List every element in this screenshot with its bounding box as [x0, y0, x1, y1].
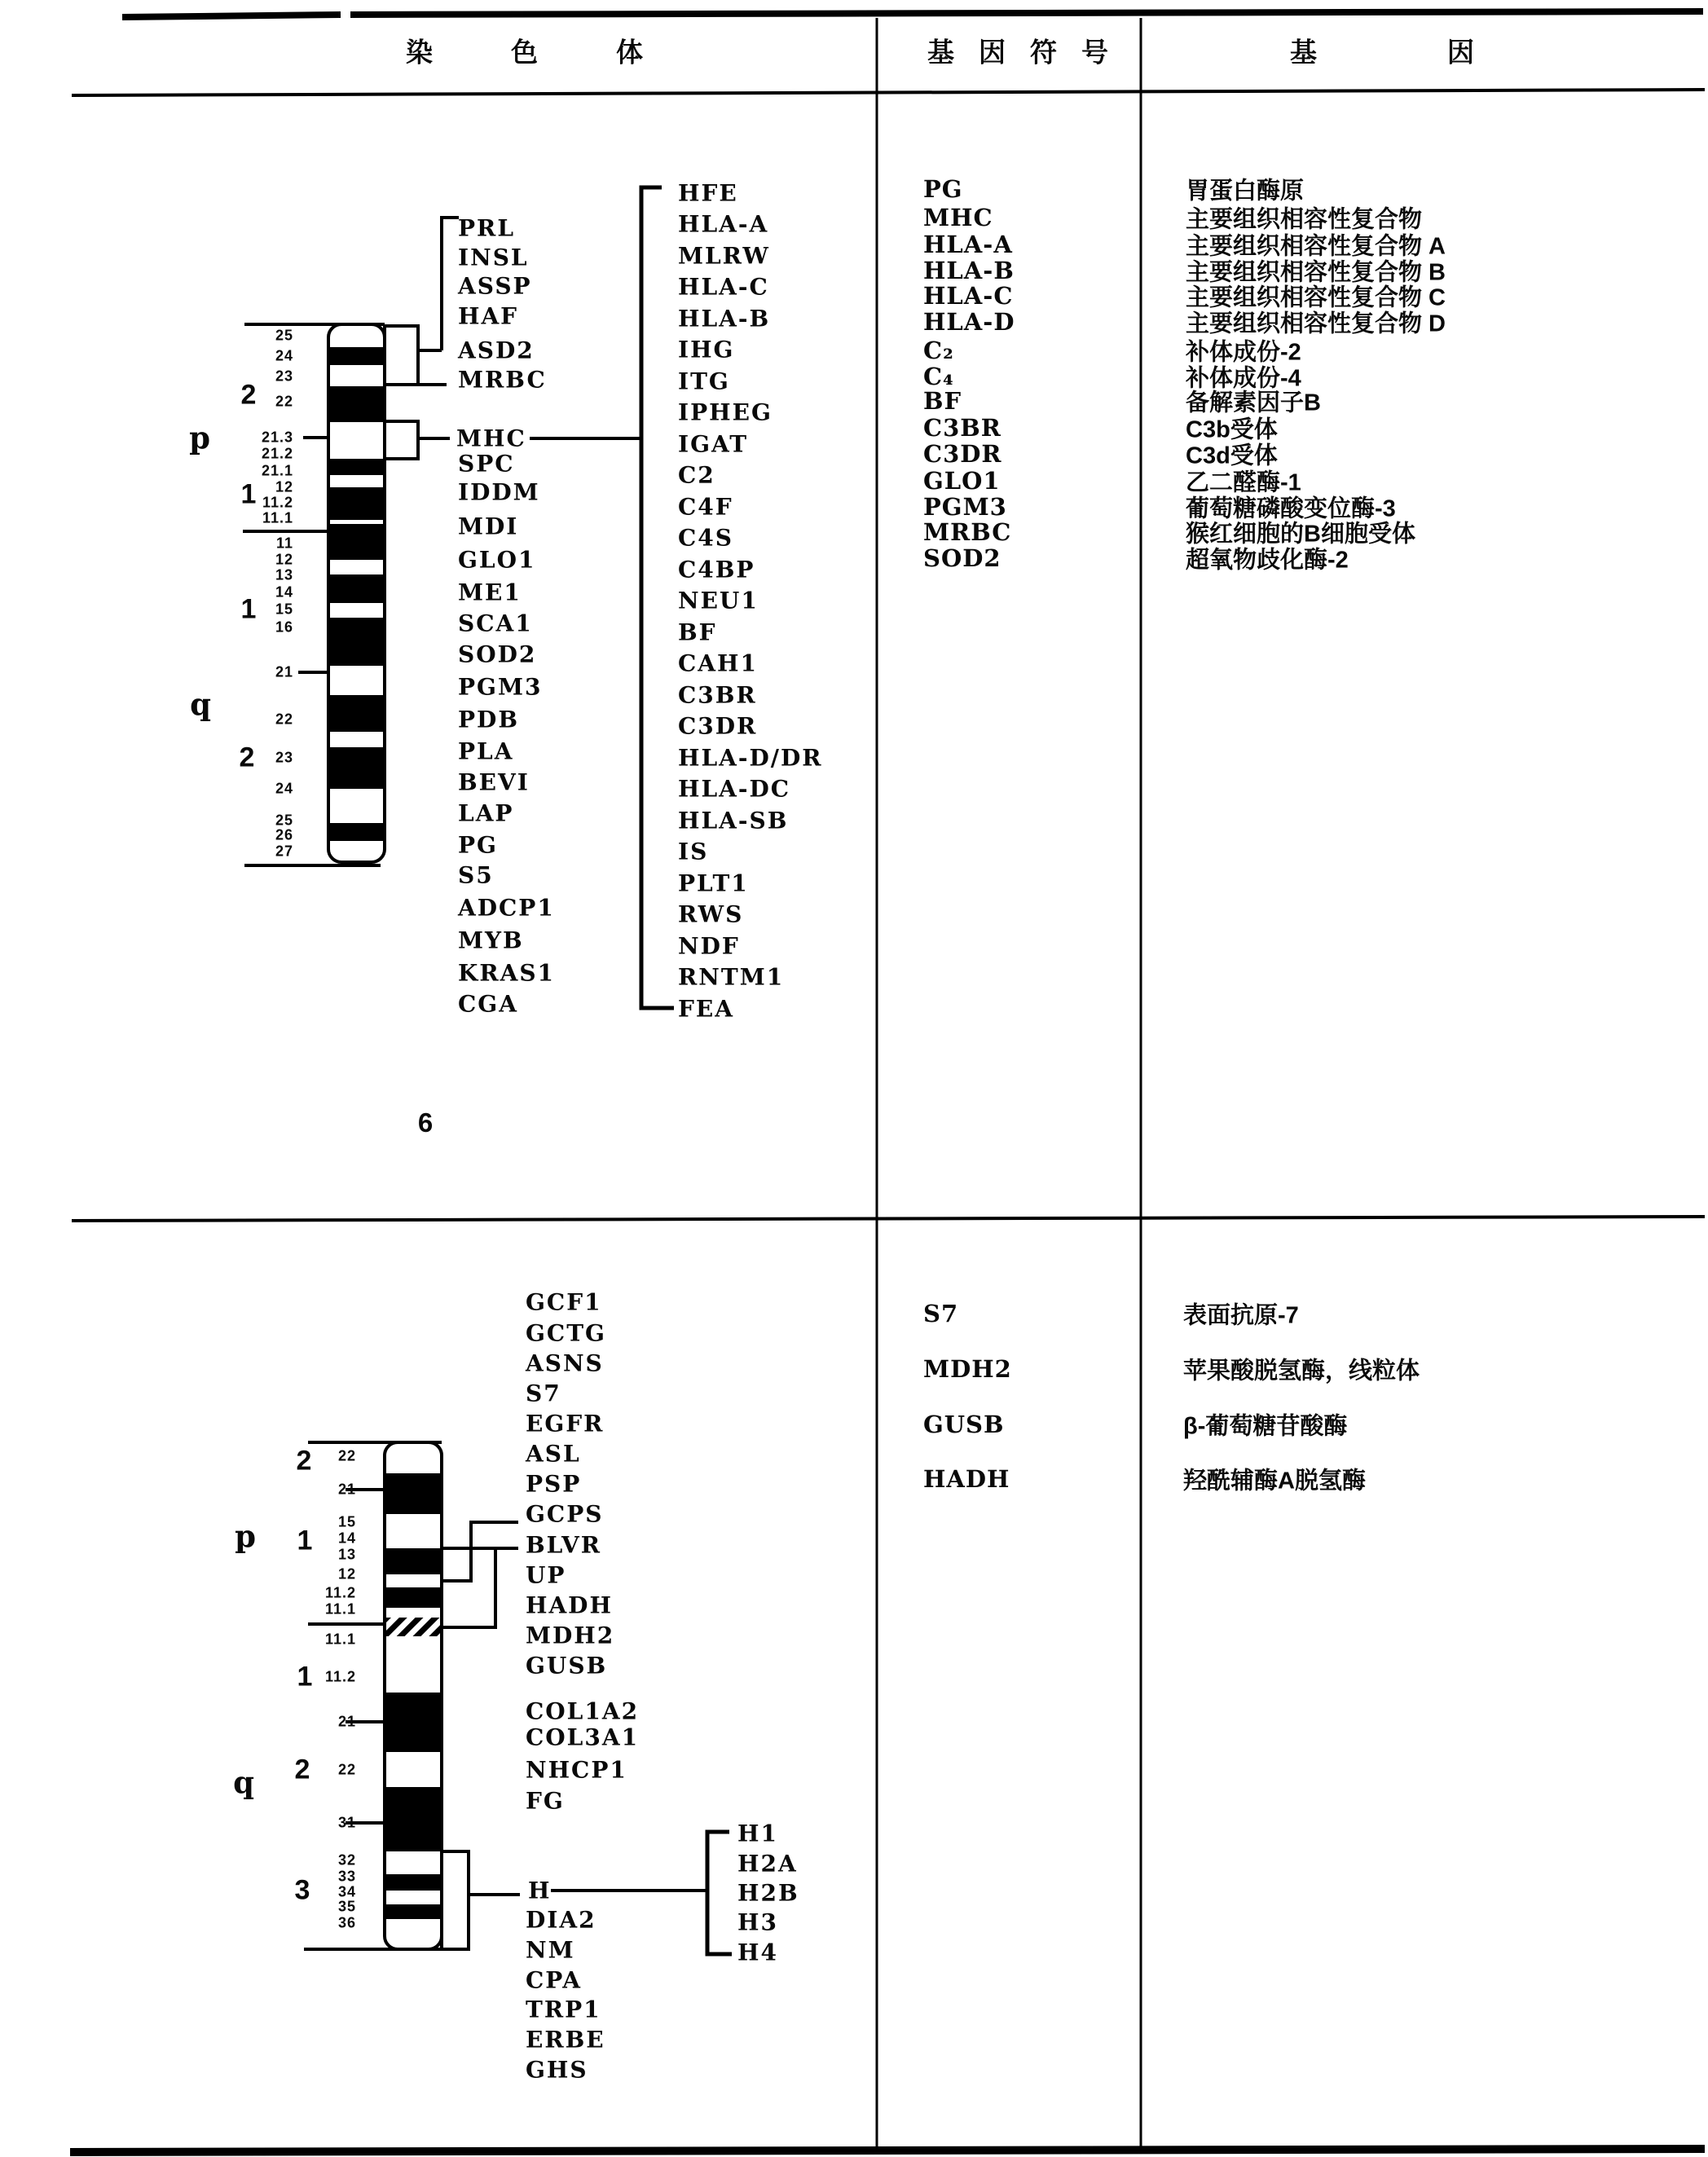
- gene-symbol: C₂: [923, 337, 954, 364]
- chr6-hla-gene-label: NEU1: [678, 587, 759, 614]
- chr6-band-label: 11.2: [262, 494, 293, 511]
- chr7-ideogram: [385, 1442, 442, 1949]
- gene-symbol: MRBC: [923, 518, 1012, 546]
- chr6-hla-gene-label: HLA-B: [678, 305, 771, 332]
- chr6-band-label: 26: [275, 826, 293, 843]
- chr6-hla-gene-label: C2: [678, 461, 715, 489]
- chr6-gene-label: MYB: [458, 927, 524, 954]
- chr6-hla-gene-label: RWS: [678, 900, 744, 928]
- histone-gene-label: H1: [737, 1820, 778, 1847]
- gene-name: 主要组织相容性复合物 B: [1186, 259, 1446, 286]
- chr6-region-label: 1: [240, 478, 257, 510]
- chr6-band-label: 21.2: [261, 445, 293, 462]
- chr7-gene-label: ASL: [526, 1440, 581, 1468]
- gene-symbol: C3BR: [923, 414, 1001, 442]
- chr6-band-label: 12: [275, 478, 293, 495]
- gene-name: 乙二醛酶-1: [1186, 469, 1301, 496]
- chr6-gene-label: GLO1: [458, 546, 536, 574]
- chr6-gene-label: BEVI: [458, 768, 530, 796]
- gene-symbol: MDH2: [923, 1355, 1012, 1383]
- chr6-gene-label: MRBC: [458, 366, 547, 394]
- chr7-gene-label: BLVR: [526, 1531, 602, 1559]
- chr7-gene-label: EGFR: [526, 1410, 605, 1437]
- chr6-band-label: 25: [275, 812, 293, 829]
- chr7-gene-label: GCF1: [526, 1288, 602, 1316]
- gene-name: 表面抗原-7: [1183, 1302, 1299, 1329]
- histone-gene-label: H4: [737, 1939, 778, 1966]
- gene-name: 猴红细胞的B细胞受体: [1186, 521, 1415, 548]
- chr6-hla-gene-label: MLRW: [678, 242, 770, 270]
- gene-name: 胃蛋白酶原: [1186, 178, 1305, 205]
- table-borders: [70, 11, 1705, 2152]
- chr6-hla-gene-label: ITG: [678, 368, 730, 395]
- chr7-band-label: 34: [337, 1883, 356, 1900]
- gene-name: C3b受体: [1186, 416, 1278, 443]
- chr6-hla-gene-label: IPHEG: [678, 398, 773, 426]
- chr6-band-label: 24: [275, 780, 293, 797]
- gene-name: 超氧物歧化酶-2: [1186, 547, 1349, 574]
- chr6-ideogram: [328, 324, 385, 862]
- chr7-band-label: 11.1: [324, 1600, 356, 1618]
- chr7-gene-label: ASNS: [526, 1349, 604, 1377]
- gene-symbol: HLA-D: [923, 308, 1015, 336]
- chr7-band-label: 35: [337, 1898, 356, 1915]
- chr7-band-label: 32: [337, 1851, 356, 1869]
- gene-symbol: HLA-B: [923, 257, 1015, 284]
- chr6-gene-label: SOD2: [458, 640, 537, 668]
- chr7-band-label: 36: [337, 1914, 356, 1931]
- chr6-gene-label: PG: [458, 831, 498, 859]
- chr6-hla-gene-label: IHG: [678, 336, 735, 363]
- chr6-hla-gene-label: IGAT: [678, 430, 749, 458]
- chr6-gene-label: SCA1: [458, 610, 533, 637]
- histone-gene-label: H2B: [737, 1879, 799, 1907]
- chr6-hla-gene-label: C4S: [678, 524, 733, 552]
- chr7-band-label: 15: [337, 1513, 356, 1530]
- chr6-band-label: 23: [275, 368, 293, 385]
- gene-name: 备解素因子B: [1186, 390, 1321, 416]
- chr6-gene-label: MHC: [456, 425, 526, 452]
- chr6-band-label: 15: [275, 601, 293, 618]
- gene-name: 主要组织相容性复合物 D: [1186, 310, 1446, 337]
- chr6-gene-label: ASD2: [458, 337, 535, 364]
- chr6-band-label: 12: [275, 551, 293, 568]
- chr7-gene-label: GCPS: [526, 1500, 604, 1528]
- chr6-gene-label: KRAS1: [458, 959, 556, 987]
- chr6-hla-gene-label: C4F: [678, 493, 733, 521]
- chr6-band-label: 11.1: [262, 509, 293, 526]
- chr6-band-label: 11: [275, 535, 293, 552]
- gene-name: 主要组织相容性复合物 A: [1186, 233, 1446, 260]
- chr6-arm-label: p: [189, 420, 210, 456]
- chr7-gene-label: GCTG: [526, 1319, 606, 1347]
- chr6-band-label: 22: [275, 711, 293, 728]
- chr7-gene-label: FG: [526, 1787, 565, 1815]
- chr6-band-label: 24: [275, 347, 293, 364]
- chr6-hla-gene-label: FEA: [678, 995, 734, 1023]
- chr7-band-label: 22: [337, 1447, 356, 1464]
- chr6-arm-label: q: [190, 686, 211, 722]
- chr6-hla-gene-label: BF: [678, 618, 717, 646]
- chr7-gene-label: DIA2: [526, 1906, 596, 1934]
- chr6-gene-label: S5: [458, 861, 494, 889]
- chr6-hla-gene-label: CAH1: [678, 649, 758, 677]
- chr6-band-label: 13: [275, 566, 293, 583]
- chr7-gene-label: GHS: [526, 2056, 588, 2084]
- chr7-gene-label: GUSB: [526, 1652, 608, 1679]
- chr6-hla-gene-label: HLA-SB: [678, 807, 789, 834]
- chr6-gene-label: IDDM: [458, 478, 540, 506]
- gene-symbol: C3DR: [923, 440, 1002, 468]
- chr6-gene-label: ASSP: [458, 272, 532, 300]
- gene-name: 主要组织相容性复合物 C: [1186, 284, 1446, 311]
- chr6-hla-gene-label: HLA-DC: [678, 775, 791, 803]
- chr6-gene-label: MDI: [458, 513, 519, 540]
- chr6-gene-label: PLA: [458, 737, 514, 765]
- gene-symbol: GLO1: [923, 467, 1001, 495]
- gene-symbol: HLA-A: [923, 231, 1013, 258]
- chr7-band-label: 33: [337, 1868, 356, 1885]
- chr6-band-label: 22: [275, 393, 293, 410]
- chr7-gene-label: PSP: [526, 1470, 582, 1498]
- gene-name: β-葡萄糖苷酸酶: [1183, 1413, 1348, 1440]
- chr7-gene-label: COL3A1: [526, 1723, 640, 1751]
- chr6-gene-label: INSL: [458, 244, 529, 271]
- chr6-gene-label: PGM3: [458, 673, 543, 701]
- chr7-band-label: 31: [337, 1814, 356, 1831]
- gene-symbol: PGM3: [923, 493, 1007, 521]
- chr6-gene-label: SPC: [458, 450, 515, 478]
- chr6-hla-gene-label: HLA-D/DR: [678, 744, 823, 772]
- chr6-gene-label: CGA: [458, 990, 518, 1018]
- chr6-hla-gene-label: IS: [678, 838, 709, 865]
- chr7-arm-label: q: [233, 1764, 254, 1800]
- chr7-band-label: 22: [337, 1761, 356, 1778]
- chr6-band-label: 23: [275, 749, 293, 766]
- chr6-band-label: 14: [275, 583, 293, 601]
- chr7-region-label: 2: [294, 1754, 310, 1785]
- chr7-gene-label: MDH2: [526, 1622, 615, 1649]
- chr7-band-label: 13: [337, 1546, 356, 1563]
- chr7-gene-label: NHCP1: [526, 1756, 627, 1784]
- chr6-gene-label: PDB: [458, 706, 520, 733]
- gene-symbol: GUSB: [923, 1411, 1005, 1438]
- chr6-gene-label: PRL: [458, 214, 516, 242]
- gene-symbol: BF: [923, 387, 962, 415]
- chr7-band-label: 12: [337, 1565, 356, 1583]
- column-header-chromosome: 染色体: [406, 37, 721, 68]
- chr6-hla-gene-label: C4BP: [678, 556, 755, 583]
- chr7-gene-label: TRP1: [526, 1996, 601, 2023]
- chr6-band-label: 21.1: [261, 462, 293, 479]
- chr6-hla-gene-label: NDF: [678, 932, 740, 960]
- chr6-gene-label: ME1: [458, 579, 522, 606]
- column-header-gene: 基因: [1290, 37, 1605, 68]
- chr6-gene-label: HAF: [458, 302, 519, 330]
- chr7-band-label: 14: [337, 1530, 356, 1547]
- chr7-region-label: 3: [294, 1874, 310, 1906]
- chr7-gene-label: HADH: [526, 1591, 613, 1619]
- chr6-band-label: 27: [275, 843, 293, 860]
- chr6-band-label: 21.3: [261, 429, 293, 446]
- chr6-region-label: 2: [239, 742, 255, 773]
- chr7-band-label: 11.2: [324, 1668, 356, 1685]
- histone-gene-label: H2A: [737, 1850, 798, 1877]
- chr7-gene-label: UP: [526, 1561, 566, 1589]
- chr6-hla-gene-label: C3DR: [678, 712, 758, 740]
- gene-name: 葡萄糖磷酸变位酶-3: [1186, 495, 1396, 522]
- chr6-hla-gene-label: RNTM1: [678, 963, 785, 991]
- chr7-connectors: [304, 1442, 732, 1954]
- gene-symbol: C₄: [923, 363, 954, 390]
- chr6-band-label: 16: [275, 618, 293, 636]
- chr6-hla-gene-label: HLA-A: [678, 210, 769, 238]
- chr7-region-label: 1: [297, 1525, 313, 1556]
- gene-name: 主要组织相容性复合物: [1186, 206, 1423, 233]
- column-header-gene-symbol: 基因符号: [927, 37, 1133, 68]
- chr6-gene-label: ADCP1: [458, 894, 555, 922]
- gene-symbol: MHC: [923, 204, 993, 231]
- chr6-number-label: 6: [417, 1107, 434, 1138]
- chr7-region-label: 2: [296, 1445, 312, 1477]
- chr7-gene-label: H: [528, 1877, 552, 1904]
- gene-name: 苹果酸脱氢酶，线粒体: [1183, 1358, 1420, 1384]
- chr7-gene-label: CPA: [526, 1966, 583, 1994]
- chr7-gene-label: NM: [526, 1936, 575, 1964]
- gene-symbol: HADH: [923, 1465, 1010, 1493]
- gene-name: C3d受体: [1186, 442, 1278, 469]
- chr6-hla-gene-label: HLA-C: [678, 273, 769, 301]
- gene-name: 补体成份-2: [1186, 339, 1301, 366]
- histone-gene-label: H3: [737, 1908, 778, 1936]
- chr6-region-label: 1: [240, 593, 257, 625]
- gene-symbol: PG: [923, 175, 963, 203]
- chr7-band-label: 11.1: [324, 1631, 356, 1648]
- chr7-band-label: 21: [337, 1481, 356, 1498]
- chr7-gene-label: ERBE: [526, 2026, 605, 2054]
- gene-name: 补体成份-4: [1186, 365, 1301, 392]
- chr7-region-label: 1: [297, 1661, 313, 1693]
- chr6-band-label: 25: [275, 327, 293, 344]
- chr6-hla-gene-label: HFE: [678, 179, 738, 207]
- chr7-gene-label: COL1A2: [526, 1697, 640, 1725]
- chr6-band-label: 21: [275, 663, 293, 680]
- chr6-hla-gene-label: PLT1: [678, 869, 749, 897]
- chr7-arm-label: p: [235, 1518, 256, 1554]
- chr7-band-label: 11.2: [324, 1584, 356, 1601]
- gene-symbol: HLA-C: [923, 282, 1014, 310]
- chr6-gene-label: LAP: [458, 799, 514, 827]
- gene-symbol: SOD2: [923, 544, 1001, 572]
- chr7-band-label: 21: [337, 1713, 356, 1730]
- chr6-region-label: 2: [240, 379, 257, 411]
- gene-name: 羟酰辅酶A脱氢酶: [1183, 1468, 1366, 1494]
- chr6-hla-gene-label: C3BR: [678, 681, 757, 709]
- gene-symbol: S7: [923, 1300, 959, 1327]
- chr7-gene-label: S7: [526, 1380, 561, 1407]
